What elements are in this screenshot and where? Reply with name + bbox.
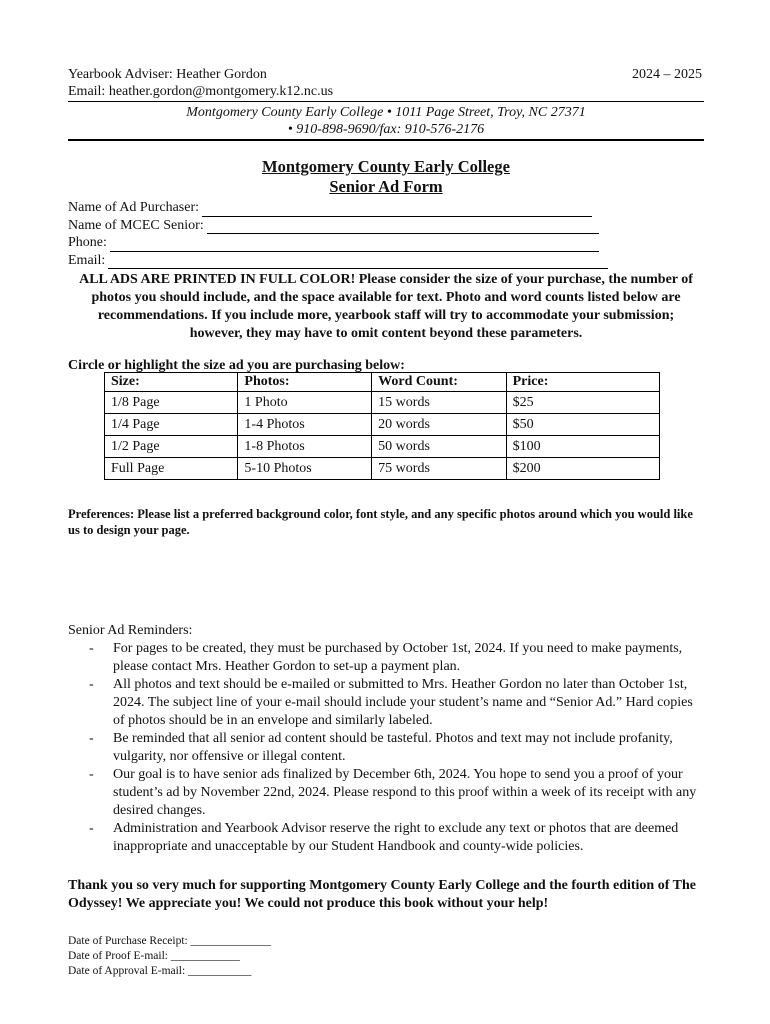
word-count-cell: 15 words [372,392,506,414]
phone-field[interactable] [68,234,704,252]
list-dash: - [89,677,94,692]
address-line-2: • 910-898-9690/fax: 910-576-2176 [287,122,485,137]
table-row[interactable] [105,458,660,480]
preferences-prompt: Preferences: Please list a preferred background color, font style, and any specific photos around which you would like us to design your page. [68,507,693,537]
office-dates [68,934,271,979]
word-count-cell: 50 words [372,436,506,458]
adviser-name: Yearbook Adviser: Heather Gordon [68,67,267,82]
email-label: Email: [68,252,106,268]
table-row[interactable] [105,436,660,458]
purchaser-label: Name of Ad Purchaser: [68,200,200,215]
reminders-heading: Senior Ad Reminders: [68,623,193,638]
table-row[interactable] [105,414,660,436]
size-cell: 1/4 Page [105,414,238,436]
photos-cell: 5-10 Photos [238,458,372,480]
photos-cell: 1 Photo [238,392,372,414]
list-item [68,640,704,676]
senior-label: Name of MCEC Senior: [68,217,204,233]
purchaser-fields [68,199,704,269]
reminder-text: All photos and text should be e-mailed or submitted to Mrs. Heather Gordon no later than October 1st, 2024. The subject line of your e-mail should include your student’s name and “Senior Ad.” Hard copies of photos should be in an envelope and similarly labeled. [113,677,693,728]
list-dash: - [89,767,94,782]
size-cell: 1/2 Page [105,436,238,458]
photos-cell: 1-8 Photos [238,436,372,458]
reminder-text: Our goal is to have senior ads finalized by December 6th, 2024. You hope to send you a proof of your student’s ad by November 22nd, 2024. Please respond to this proof within a week of its receipt with any desired changes. [113,767,697,818]
proof-email-date[interactable]: Date of Proof E-mail: ____________ [68,950,240,962]
size-cell: Full Page [105,458,238,480]
approval-email-date[interactable]: Date of Approval E-mail: ___________ [68,965,252,977]
color-notice: ALL ADS ARE PRINTED IN FULL COLOR! Please consider the size of your purchase, the number of photos you should include, and the space available for text. Photo and word counts listed below are recommendations. If you include more, yearbook staff will try to accommodate your submission; however, they may have to omit content beyond these parameters. [79,272,693,341]
email-line[interactable] [108,256,608,269]
header [68,66,704,100]
list-item [68,676,704,730]
table-row[interactable] [105,392,660,414]
word-count-header: Word Count: [372,373,506,392]
list-item [68,766,704,820]
list-dash: - [89,731,94,746]
phone-line[interactable] [110,239,599,252]
list-dash: - [89,641,94,656]
senior-field[interactable] [68,217,704,235]
list-dash: - [89,821,94,836]
school-year: 2024 – 2025 [632,67,702,82]
list-item [68,820,704,856]
form-title [68,157,704,197]
form-name-title: Senior Ad Form [329,177,443,196]
address-divider [68,139,704,141]
price-cell: $50 [506,414,659,436]
price-cell: $25 [506,392,659,414]
school-name-title: Montgomery County Early College [262,157,510,176]
thank-you-note: Thank you so very much for supporting Montgomery County Early College and the fourth edition of The Odyssey! We appreciate you! We could not produce this book without your help! [68,878,696,911]
purchase-receipt-date[interactable]: Date of Purchase Receipt: ______________ [68,935,272,947]
header-divider [68,101,704,102]
size-instruction: Circle or highlight the size ad you are purchasing below: [68,358,405,373]
reminder-text: For pages to be created, they must be purchased by October 1st, 2024. If you need to make payments, please contact Mrs. Heather Gordon to set-up a payment plan. [113,641,683,674]
table-header-row [105,373,660,392]
address-line-1: Montgomery County Early College • 1011 Page Street, Troy, NC 27371 [186,105,586,120]
email-field[interactable] [68,252,704,270]
purchaser-field[interactable] [68,199,704,217]
word-count-cell: 75 words [372,458,506,480]
reminder-text: Be reminded that all senior ad content should be tasteful. Photos and text may not include profanity, vulgarity, nor offensive or illegal content. [113,731,673,764]
word-count-cell: 20 words [372,414,506,436]
school-address [68,104,704,138]
list-item [68,730,704,766]
phone-label: Phone: [68,235,107,250]
purchaser-line[interactable] [202,204,592,217]
ad-size-table [104,372,660,480]
price-cell: $200 [506,458,659,480]
reminder-text: Administration and Yearbook Advisor reserve the right to exclude any text or photos that are deemed inappropriate and unacceptable by our Student Handbook and county-wide policies. [113,821,679,854]
price-header: Price: [506,373,659,392]
size-cell: 1/8 Page [105,392,238,414]
size-header: Size: [105,373,238,392]
senior-line[interactable] [207,221,599,234]
adviser-email: Email: heather.gordon@montgomery.k12.nc.us [68,84,334,99]
photos-header: Photos: [238,373,372,392]
photos-cell: 1-4 Photos [238,414,372,436]
reminders-list [68,640,704,856]
price-cell: $100 [506,436,659,458]
